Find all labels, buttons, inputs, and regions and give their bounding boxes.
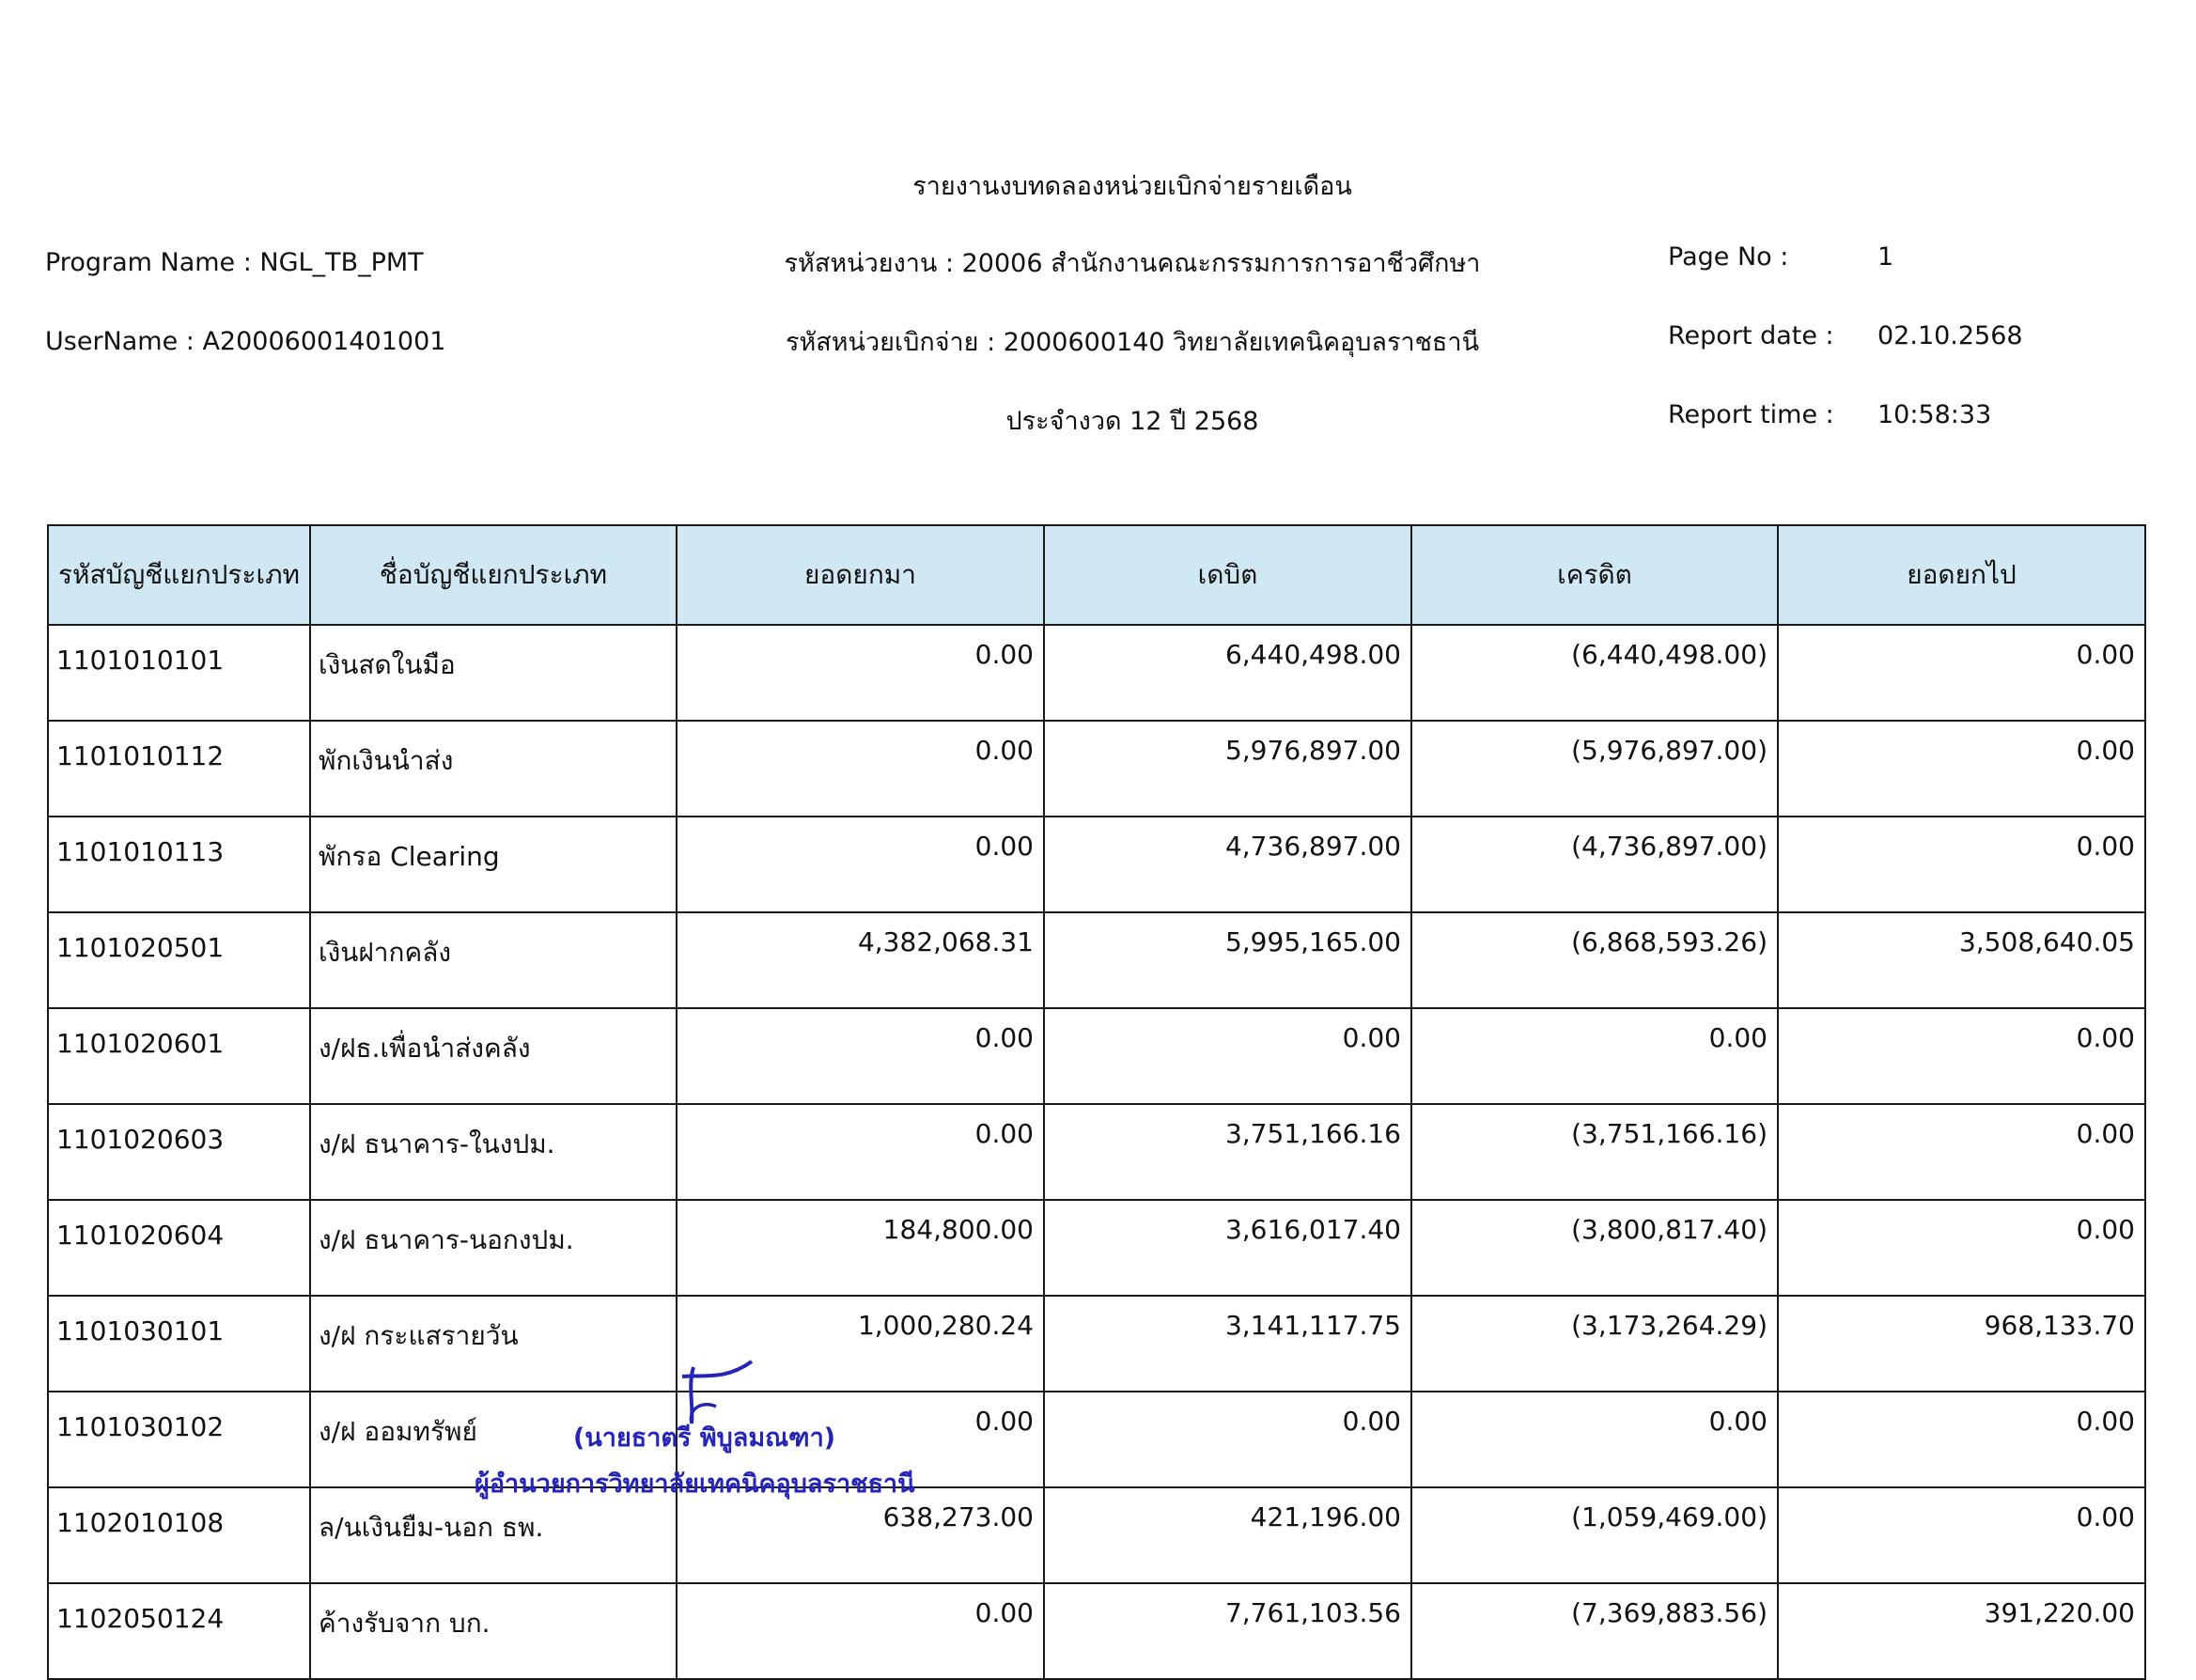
report-time-label: Report time :	[1668, 400, 1834, 429]
closing-balance: 0.00	[1778, 1104, 2145, 1200]
opening-balance: 184,800.00	[677, 1200, 1044, 1296]
table-row	[48, 817, 2145, 912]
table-row	[48, 721, 2145, 817]
account-code: 1101020603	[48, 1104, 310, 1200]
closing-balance: 968,133.70	[1778, 1296, 2145, 1392]
closing-balance: 0.00	[1778, 817, 2145, 912]
period-line: ประจำงวด 12 ปี 2568	[1005, 407, 1259, 436]
account-name: ง/ฝ ธนาคาร-ในงปม.	[310, 1104, 677, 1200]
account-code: 1101030102	[48, 1392, 310, 1487]
account-name: ล/นเงินยืม-นอก ธพ.	[310, 1487, 677, 1583]
account-name: พักเงินนำส่ง	[310, 721, 677, 817]
report-date-value: 02.10.2568	[1877, 321, 2023, 350]
header-credit: เครดิต	[1411, 525, 1778, 625]
debit-amount: 6,440,498.00	[1044, 625, 1411, 721]
table-row	[48, 625, 2145, 721]
closing-balance: 0.00	[1778, 1392, 2145, 1487]
credit-amount: (3,751,166.16)	[1411, 1104, 1778, 1200]
opening-balance: 0.00	[677, 1104, 1044, 1200]
table-header-row	[48, 525, 2145, 625]
credit-amount: (3,800,817.40)	[1411, 1200, 1778, 1296]
closing-balance: 0.00	[1778, 1200, 2145, 1296]
debit-amount: 7,761,103.56	[1044, 1583, 1411, 1679]
account-code: 1101010112	[48, 721, 310, 817]
account-code: 1101020601	[48, 1008, 310, 1104]
debit-amount: 3,751,166.16	[1044, 1104, 1411, 1200]
report-time-value: 10:58:33	[1877, 400, 1992, 429]
credit-amount: (4,736,897.00)	[1411, 817, 1778, 912]
debit-amount: 0.00	[1044, 1392, 1411, 1487]
account-name: เงินสดในมือ	[310, 625, 677, 721]
account-name: ค้างรับจาก บก.	[310, 1583, 677, 1679]
closing-balance: 3,508,640.05	[1778, 912, 2145, 1008]
account-code: 1101020604	[48, 1200, 310, 1296]
table-row	[48, 912, 2145, 1008]
closing-balance: 391,220.00	[1778, 1583, 2145, 1679]
header-account-code: รหัสบัญชีแยกประเภท	[48, 525, 310, 625]
signer-name: (นายธาตรี พิบูลมณฑา)	[573, 1423, 836, 1453]
opening-balance: 0.00	[677, 1583, 1044, 1679]
closing-balance: 0.00	[1778, 721, 2145, 817]
opening-balance: 1,000,280.24	[677, 1296, 1044, 1392]
page-no-value: 1	[1877, 242, 1894, 272]
credit-amount: 0.00	[1411, 1392, 1778, 1487]
closing-balance: 0.00	[1778, 1487, 2145, 1583]
credit-amount: (6,440,498.00)	[1411, 625, 1778, 721]
table-row	[48, 1008, 2145, 1104]
opening-balance: 0.00	[677, 817, 1044, 912]
account-name: เงินฝากคลัง	[310, 912, 677, 1008]
debit-amount: 4,736,897.00	[1044, 817, 1411, 912]
signer-position: ผู้อำนวยการวิทยาลัยเทคนิคอุบลราชธานี	[475, 1470, 915, 1499]
credit-amount: (5,976,897.00)	[1411, 721, 1778, 817]
account-code: 1101030101	[48, 1296, 310, 1392]
opening-balance: 0.00	[677, 721, 1044, 817]
credit-amount: 0.00	[1411, 1008, 1778, 1104]
header-opening-balance: ยอดยกมา	[677, 525, 1044, 625]
opening-balance: 4,382,068.31	[677, 912, 1044, 1008]
table-row	[48, 1487, 2145, 1583]
table-row	[48, 1296, 2145, 1392]
debit-amount: 5,976,897.00	[1044, 721, 1411, 817]
credit-amount: (1,059,469.00)	[1411, 1487, 1778, 1583]
table-row	[48, 1583, 2145, 1679]
table-row	[48, 1392, 2145, 1487]
debit-amount: 3,141,117.75	[1044, 1296, 1411, 1392]
opening-balance: 0.00	[677, 1008, 1044, 1104]
header-account-name: ชื่อบัญชีแยกประเภท	[310, 525, 677, 625]
account-name: พักรอ Clearing	[310, 817, 677, 912]
header-debit: เดบิต	[1044, 525, 1411, 625]
credit-amount: (6,868,593.26)	[1411, 912, 1778, 1008]
page-no-label: Page No :	[1668, 242, 1789, 272]
account-name: ง/ฝ กระแสรายวัน	[310, 1296, 677, 1392]
opening-balance: 0.00	[677, 625, 1044, 721]
closing-balance: 0.00	[1778, 1008, 2145, 1104]
debit-amount: 3,616,017.40	[1044, 1200, 1411, 1296]
account-name: ง/ฝธ.เพื่อนำส่งคลัง	[310, 1008, 677, 1104]
closing-balance: 0.00	[1778, 625, 2145, 721]
opening-balance: 638,273.00	[677, 1487, 1044, 1583]
account-code: 1102010108	[48, 1487, 310, 1583]
account-name: ง/ฝ ธนาคาร-นอกงปม.	[310, 1200, 677, 1296]
program-name: Program Name : NGL_TB_PMT	[45, 248, 424, 277]
report-title: รายงานงบทดลองหน่วยเบิกจ่ายรายเดือน	[912, 172, 1352, 201]
debit-amount: 0.00	[1044, 1008, 1411, 1104]
table-row	[48, 1200, 2145, 1296]
report-date-label: Report date :	[1668, 321, 1834, 350]
account-code: 1101010101	[48, 625, 310, 721]
account-code: 1101020501	[48, 912, 310, 1008]
user-name: UserName : A20006001401001	[45, 327, 446, 356]
debit-amount: 5,995,165.00	[1044, 912, 1411, 1008]
credit-amount: (7,369,883.56)	[1411, 1583, 1778, 1679]
header-closing-balance: ยอดยกไป	[1778, 525, 2145, 625]
opening-balance: 0.00	[677, 1392, 1044, 1487]
credit-amount: (3,173,264.29)	[1411, 1296, 1778, 1392]
account-code: 1102050124	[48, 1583, 310, 1679]
agency-line: รหัสหน่วยงาน : 20006 สำนักงานคณะกรรมการการอาชีวศึกษา	[784, 249, 1481, 278]
account-code: 1101010113	[48, 817, 310, 912]
trial-balance-table	[47, 524, 2146, 1680]
debit-amount: 421,196.00	[1044, 1487, 1411, 1583]
disbursing-unit-line: รหัสหน่วยเบิกจ่าย : 2000600140 วิทยาลัยเทคนิคอุบลราชธานี	[785, 328, 1480, 357]
account-name: ง/ฝ ออมทรัพย์	[310, 1392, 677, 1487]
table-row	[48, 1104, 2145, 1200]
